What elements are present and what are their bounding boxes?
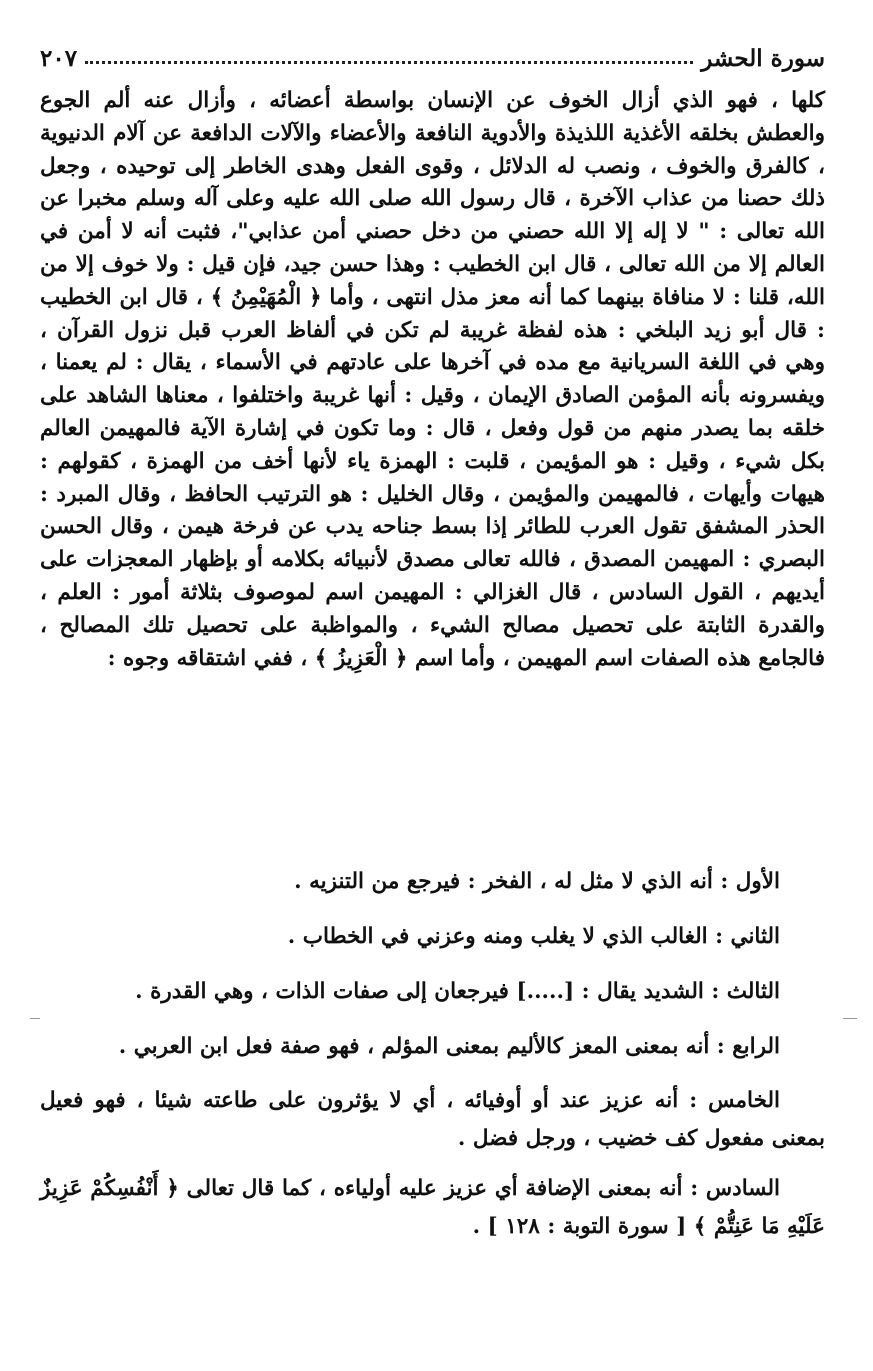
main-paragraph bbox=[40, 85, 825, 675]
list-item-fifth: الخامس : أنه عزيز عند أو أوفيائه ، أي لا يؤثرون على طاعته شيئا ، فهو فعيل بمعنى مفعول كف خضيب ، ورجل فضل . bbox=[40, 1088, 825, 1151]
scan-margin-mark bbox=[843, 1018, 857, 1019]
page-number: ٢٠٧ bbox=[40, 44, 78, 72]
header-dotted-leader bbox=[85, 61, 693, 64]
paragraph-text: كلها ، فهو الذي أزال الخوف عن الإنسان بواسطة أعضائه ، وأزال عنه ألم الجوع والعطش بخلقه الأغذية اللذيذة والأدوية النافعة والأعضاء والآلات الدافعة عن آلام الدنيوية ، كالفرق والخوف ، ونصب له الدلائل ، وقوى الفعل وهدى الخاطر إلى توحيده ، وجعل ذلك حصنا من عذاب الآخرة ، قال رسول الله صلى الله عليه وعلى آله وسلم مخبرا عن الله تعالى : " لا إله إلا الله حصني من دخل حصني أمن عذابي"، فثبت أنه لا أمن في العالم إلا من الله تعالى ، قال ابن الخطيب : وهذا حسن جيد، فإن قيل : ولا خوف إلا من الله، قلنا : لا منافاة بينهما كما أنه معز مذل انتهى ، وأما ﴿ الْمُهَيْمِنُ ﴾ ، قال ابن الخطيب : قال أبو زيد البلخي : هذه لفظة غريبة لم تكن في ألفاظ العرب قبل نزول القرآن ، وهي في اللغة السريانية مع مده في آخرها على عادتهم في الأسماء ، يقال : لم يعمنا ، ويفسرونه بأنه المؤمن الصادق الإيمان ، وقيل : أنها غريبة واختلفوا ، معناها الشاهد على خلقه بما يصدر منهم من قول وفعل ، قال : وما تكون في إشارة الآية فالمهيمن العالم بكل شيء ، وقيل : هو المؤيمن ، قلبت : الهمزة ياء لأنها أخف من الهمزة ، كقولهم : هيهات وأيهات ، فالمهيمن والمؤيمن ، وقال الخليل : هو الترتيب الحافظ ، وقال المبرد : الحذر المشفق تقول العرب للطائر إذا بسط جناحه يدب عن فرخة هيمن ، وقال الحسن البصري : المهيمن المصدق ، فالله تعالى مصدق لأنبيائه بكلامه أو بإظهار المعجزات على أيديهم ، القول السادس ، قال الغزالي : المهيمن اسم لموصوف بثلاثة أمور : العلم ، والقدرة الثابتة على تحصيل مصالح الشيء ، والمواظبة على تحصيل تلك المصالح ، فالجامع هذه الصفات اسم المهيمن ، وأما اسم ﴿ الْعَزِيزُ ﴾ ، ففي اشتقاقه وجوه : bbox=[40, 88, 825, 671]
scan-margin-mark bbox=[30, 1018, 40, 1019]
list-item-second: الثاني : الغالب الذي لا يغلب ومنه وعزني في الخطاب . bbox=[287, 924, 780, 949]
derivation-list bbox=[40, 862, 825, 1258]
list-item-first: الأول : أنه الذي لا مثل له ، الفخر : فيرجع من التنزيه . bbox=[294, 869, 780, 894]
page-header bbox=[40, 40, 825, 76]
list-item-third: الثالث : الشديد يقال : [.....] فيرجعان إلى صفات الذات ، وهي القدرة . bbox=[135, 979, 780, 1004]
surah-title: سورة الحشر bbox=[701, 44, 825, 72]
list-item-sixth: السادس : أنه بمعنى الإضافة أي عزيز عليه أولياءه ، كما قال تعالى ﴿ أَنْفُسِكُمْ عَزِيزٌ عَلَيْهِ مَا عَنِتُّمْ ﴾ [ سورة التوبة : ١٢٨ ] . bbox=[40, 1176, 825, 1239]
list-item-fourth: الرابع : أنه بمعنى المعز كالأليم بمعنى المؤلم ، فهو صفة فعل ابن العربي . bbox=[118, 1034, 780, 1059]
